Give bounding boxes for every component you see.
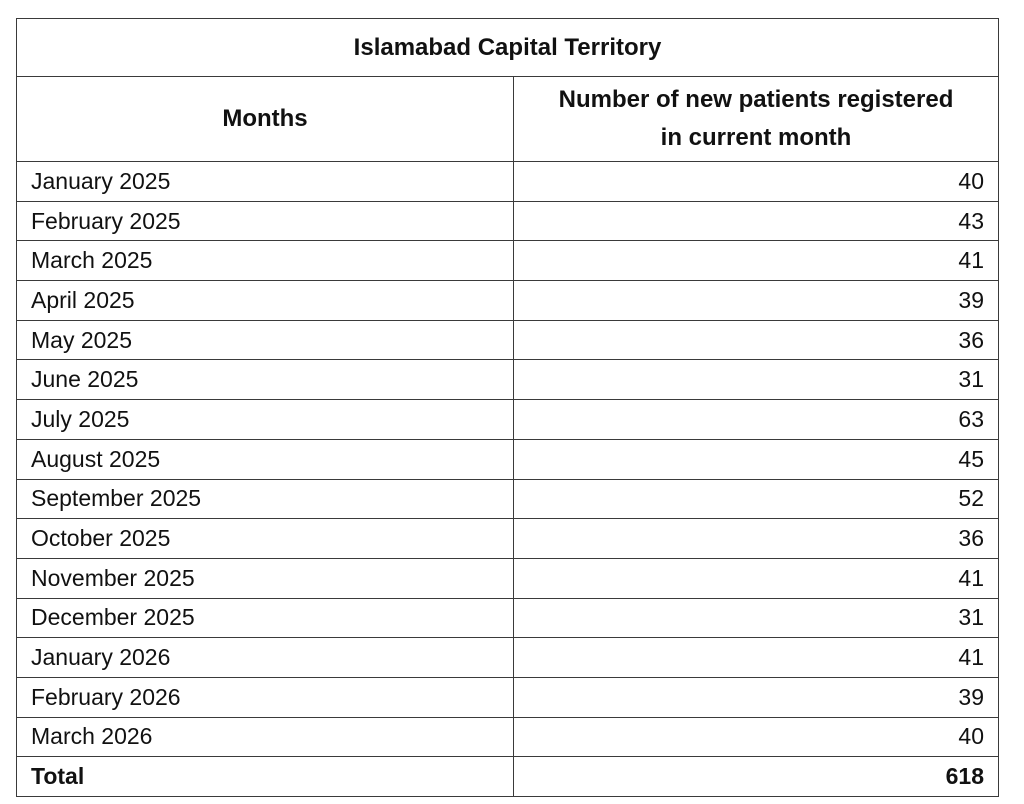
- patient-count-cell: 31: [514, 598, 999, 638]
- patient-count-column-header: [514, 77, 999, 162]
- patients-table: [16, 18, 999, 797]
- table-row: [17, 638, 999, 678]
- patient-count-cell: 41: [514, 241, 999, 281]
- month-cell: August 2025: [17, 439, 514, 479]
- month-cell: April 2025: [17, 281, 514, 321]
- month-cell: January 2025: [17, 162, 514, 202]
- month-cell: October 2025: [17, 519, 514, 559]
- month-cell: March 2026: [17, 717, 514, 757]
- patient-count-cell: 63: [514, 400, 999, 440]
- table-row: [17, 162, 999, 202]
- table-row: [17, 677, 999, 717]
- patient-count-cell: 39: [514, 677, 999, 717]
- total-value: 618: [514, 757, 999, 797]
- patient-count-cell: 45: [514, 439, 999, 479]
- table-row: [17, 479, 999, 519]
- patient-count-cell: 43: [514, 201, 999, 241]
- month-cell: February 2025: [17, 201, 514, 241]
- patient-count-header-line-1: Number of new patients registered: [558, 86, 954, 113]
- table-row: [17, 400, 999, 440]
- month-cell: February 2026: [17, 677, 514, 717]
- month-cell: December 2025: [17, 598, 514, 638]
- month-cell: June 2025: [17, 360, 514, 400]
- patient-count-cell: 36: [514, 519, 999, 559]
- month-cell: July 2025: [17, 400, 514, 440]
- table-row: [17, 241, 999, 281]
- patient-count-cell: 41: [514, 638, 999, 678]
- table-row: [17, 281, 999, 321]
- patient-count-cell: 36: [514, 320, 999, 360]
- table-row: [17, 519, 999, 559]
- patient-count-cell: 41: [514, 558, 999, 598]
- months-column-header: Months: [17, 77, 514, 162]
- table-row: [17, 558, 999, 598]
- month-cell: January 2026: [17, 638, 514, 678]
- month-cell: September 2025: [17, 479, 514, 519]
- month-cell: May 2025: [17, 320, 514, 360]
- table-title: Islamabad Capital Territory: [17, 19, 999, 77]
- total-label: Total: [17, 757, 514, 797]
- table-row: [17, 598, 999, 638]
- patient-count-cell: 31: [514, 360, 999, 400]
- month-cell: November 2025: [17, 558, 514, 598]
- month-cell: March 2025: [17, 241, 514, 281]
- table-row: [17, 439, 999, 479]
- patient-count-cell: 40: [514, 717, 999, 757]
- table-row: [17, 320, 999, 360]
- patient-count-cell: 40: [514, 162, 999, 202]
- patient-count-cell: 52: [514, 479, 999, 519]
- table-row: [17, 201, 999, 241]
- patient-count-cell: 39: [514, 281, 999, 321]
- patient-count-header-line-2: in current month: [660, 124, 852, 151]
- table-row: [17, 717, 999, 757]
- table-row: [17, 360, 999, 400]
- total-row: [17, 757, 999, 797]
